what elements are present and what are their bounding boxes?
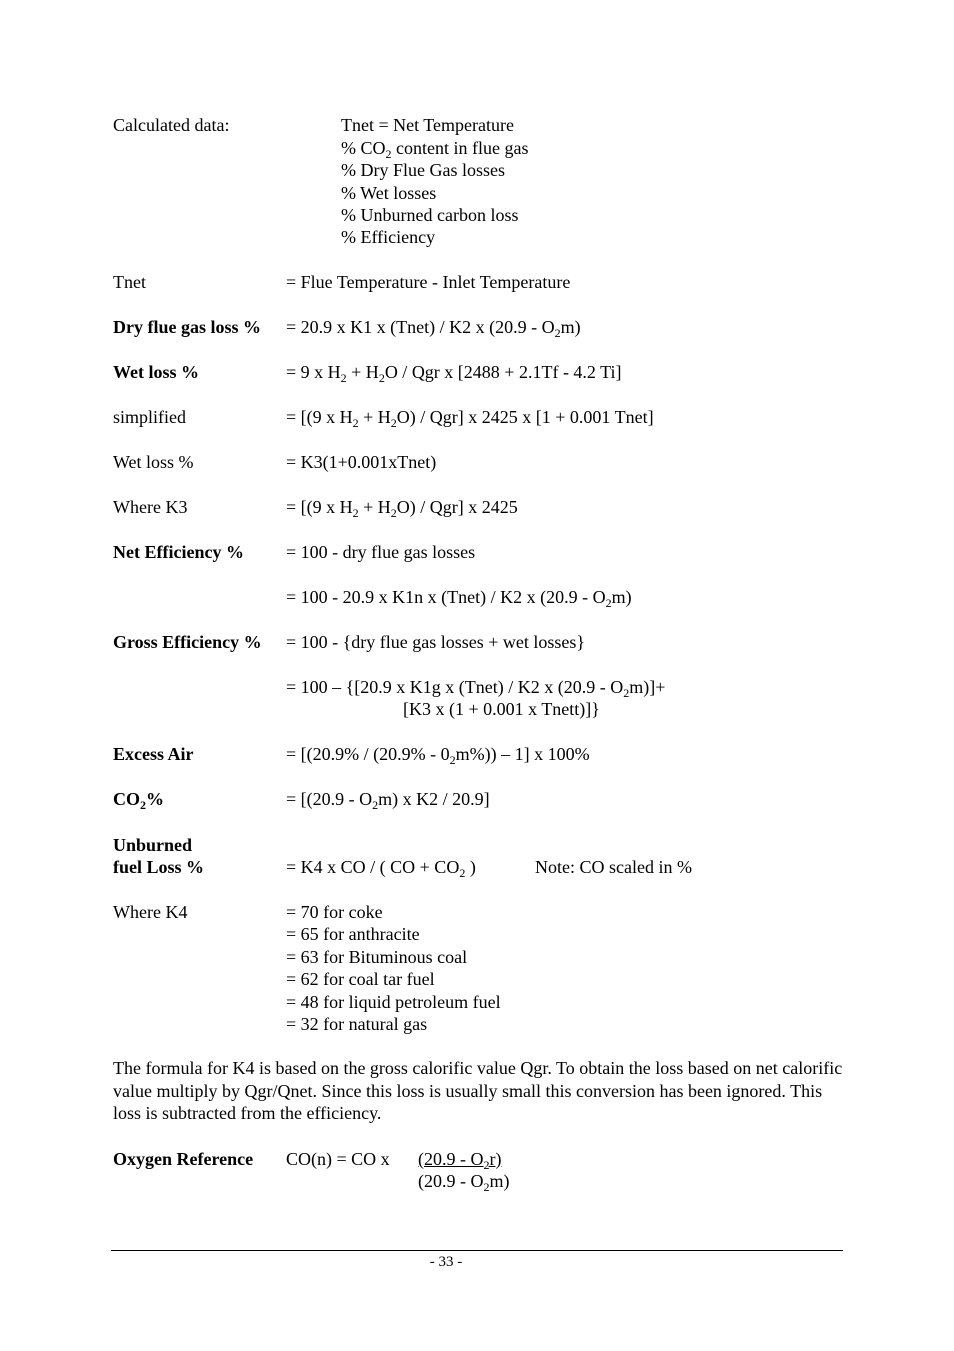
gross-efficiency-line1: = 100 - {dry flue gas losses + wet losses} — [286, 632, 586, 652]
oxygen-reference-denominator: $(20.9 - O_2m)$ — [418, 1171, 510, 1194]
tnet-formula: = Flue Temperature - Inlet Temperature — [286, 272, 571, 292]
calculated-data-label: Calculated data: — [113, 115, 230, 135]
gross-efficiency-label: Gross Efficiency % — [113, 632, 262, 652]
excess-air-formula: = $[(20.9\% / (20.9\% - 0_2m\%)) - 1]$ x 100% — [286, 744, 590, 767]
where-k3-formula: = [(9 x $H_2 + H_2O) / Qgr$] x 2425 — [286, 497, 518, 520]
oxygen-reference-lhs: CO(n) = CO x — [286, 1149, 390, 1169]
net-efficiency-line2: = 100 - 20.9 x K1n x (Tnet) / K2 x $(20.9 - O_2m)$ — [286, 587, 632, 610]
wet-loss-formula: = 9 x $H_2 + H_2O$ / Qgr x [2488 + 2.1Tf - 4.2 Ti] — [286, 362, 622, 385]
k4-explanation-paragraph: The formula for K4 is based on the gross calorific value Qgr. To obtain the loss based on net calorific value multiply by Qgr/Qnet. Since this loss is usually small this conversion has been ignored. This loss is subtracted from the efficiency. — [113, 1058, 843, 1123]
wet-loss-k3-label: Wet loss % — [113, 452, 194, 472]
dry-loss-label: Dry flue gas loss % — [113, 317, 261, 337]
co2-formula: = [$(20.9 - O_2m)$ x K2 / 20.9] — [286, 789, 490, 812]
unburned-label-line2: fuel Loss % — [113, 857, 205, 877]
gross-efficiency-line2: = 100 – {[20.9 x K1g x (Tnet) / K2 x $(20.9 - O_2m)]+$ — [286, 677, 666, 700]
k4-item-coke: = 70 for coke — [286, 902, 383, 922]
wet-loss-k3-formula: = K3(1+0.001xTnet) — [286, 452, 437, 472]
k4-item-petroleum: = 48 for liquid petroleum fuel — [286, 992, 501, 1012]
unburned-formula: = K4 x CO / ( CO + $CO_2$ ) — [286, 857, 476, 880]
calc-item-unburned: % Unburned carbon loss — [341, 205, 519, 225]
unburned-note: Note: CO scaled in % — [535, 857, 692, 877]
calc-item-tnet: Tnet = Net Temperature — [341, 115, 514, 135]
calc-item-wet: % Wet losses — [341, 183, 437, 203]
simplified-label: simplified — [113, 407, 186, 427]
tnet-label: Tnet — [113, 272, 146, 292]
where-k3-label: Where K3 — [113, 497, 188, 517]
excess-air-label: Excess Air — [113, 744, 194, 764]
simplified-formula: = [(9 x $H_2 + H_2O) / Qgr$] x 2425 x [1 + 0.001 Tnet] — [286, 407, 654, 430]
page-number: - 33 - — [429, 1254, 463, 1270]
calc-item-efficiency: % Efficiency — [341, 227, 436, 247]
unburned-label-line1: Unburned — [113, 835, 193, 855]
wet-loss-label: Wet loss % — [113, 362, 200, 382]
gross-efficiency-line3: [K3 x (1 + 0.001 x Tnett)]} — [403, 699, 600, 719]
oxygen-reference-numerator: $(20.9 - O_2r)$ — [418, 1149, 502, 1172]
k4-item-coal-tar: = 62 for coal tar fuel — [286, 969, 435, 989]
calc-item-co2: % $CO_2$ content in flue gas — [341, 138, 529, 161]
footer-rule — [111, 1250, 843, 1251]
dry-loss-formula: = 20.9 x K1 x (Tnet) / K2 x $(20.9 - O_2m)$ — [286, 317, 581, 340]
co2-label: $CO_2\%$ — [113, 789, 164, 812]
net-efficiency-line1: = 100 - dry flue gas losses — [286, 542, 476, 562]
where-k4-label: Where K4 — [113, 902, 188, 922]
k4-item-natural-gas: = 32 for natural gas — [286, 1014, 428, 1034]
oxygen-reference-label: Oxygen Reference — [113, 1149, 254, 1169]
k4-item-anthracite: = 65 for anthracite — [286, 924, 420, 944]
k4-item-bituminous: = 63 for Bituminous coal — [286, 947, 468, 967]
calc-item-dry: % Dry Flue Gas losses — [341, 160, 505, 180]
net-efficiency-label: Net Efficiency % — [113, 542, 244, 562]
